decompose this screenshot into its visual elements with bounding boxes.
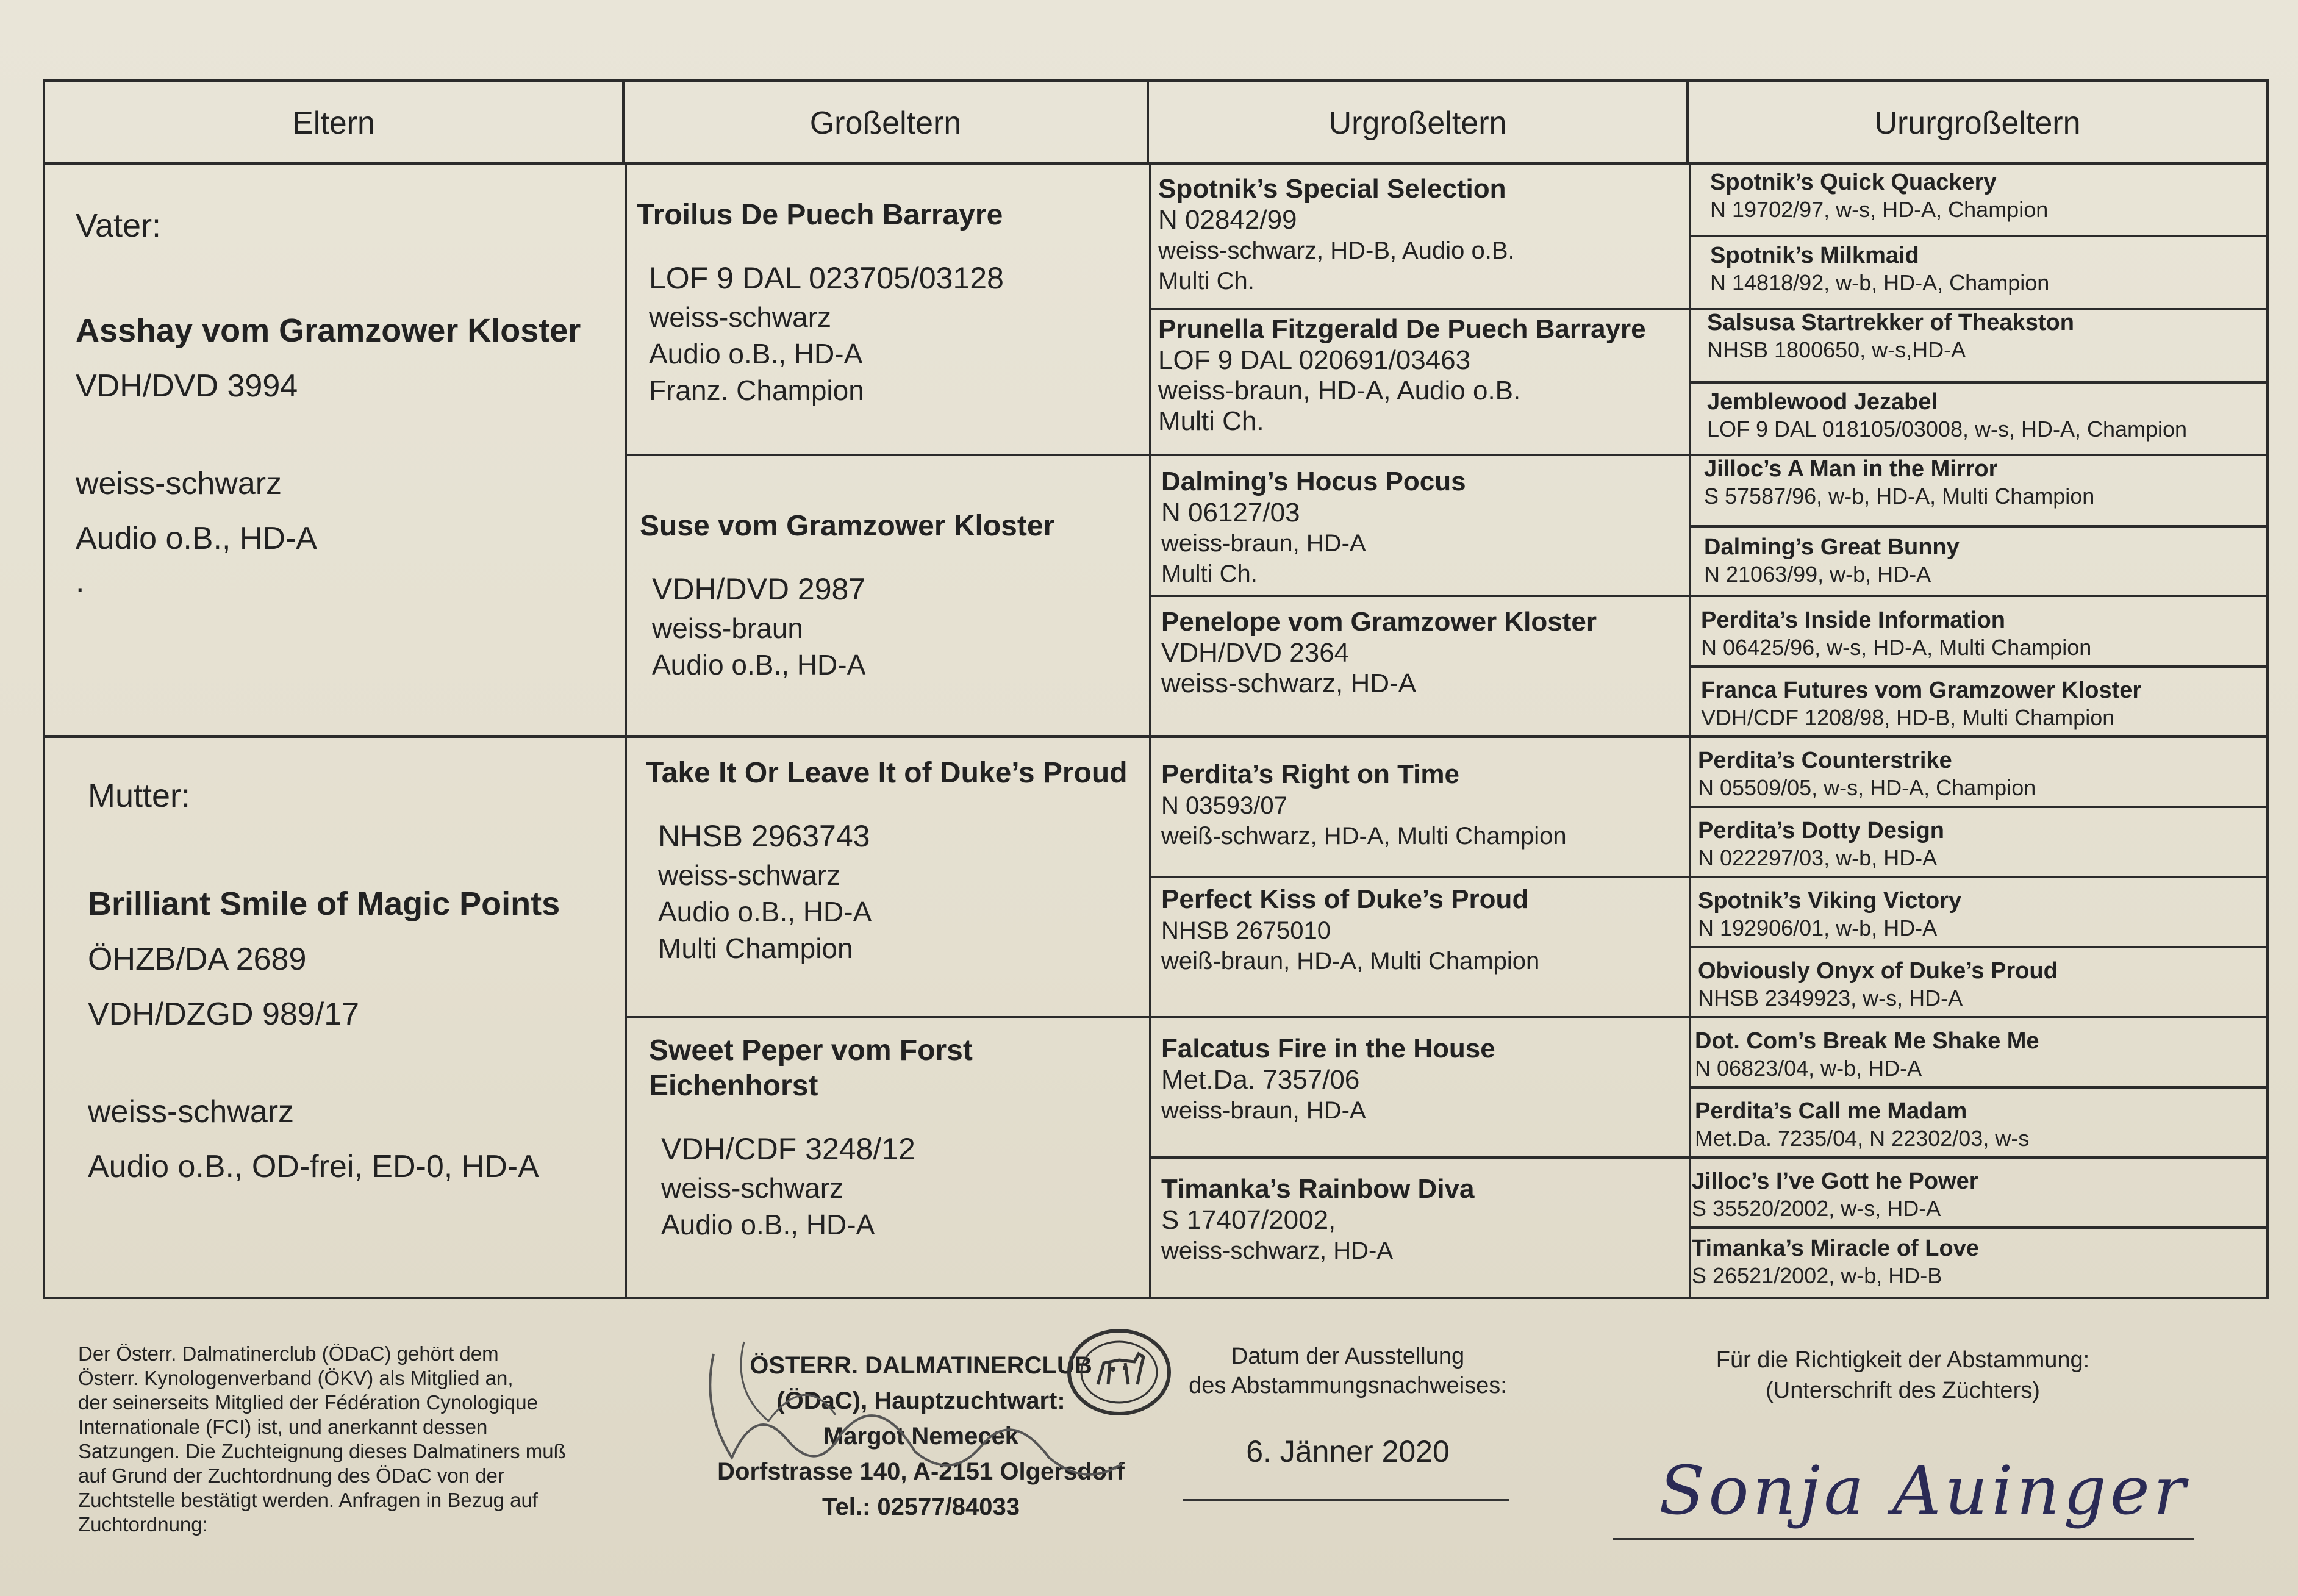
disclaimer-line: auf Grund der Zuchtordnung des ÖDaC von der bbox=[78, 1464, 504, 1487]
great-great-grandparent bbox=[1698, 887, 2259, 942]
grandparent-line: Audio o.B., HD-A bbox=[649, 338, 863, 370]
great-grandparent-line: N 02842/99 bbox=[1158, 205, 1297, 235]
issue-date: 6. Jänner 2020 bbox=[1246, 1434, 1450, 1469]
stamp-line: Margot Nemecek bbox=[823, 1423, 1019, 1450]
gggp-name: Perdita’s Counterstrike bbox=[1698, 748, 1952, 773]
great-grandparent-line: S 17407/2002, bbox=[1161, 1205, 1336, 1235]
header-eltern: Eltern bbox=[45, 82, 625, 164]
gggp-name: Spotnik’s Viking Victory bbox=[1698, 888, 1962, 914]
gggp-name: Franca Futures vom Gramzower Kloster bbox=[1701, 678, 2142, 703]
disclaimer-line: Zuchtstelle bestätigt werden. Anfragen in Bezug auf bbox=[78, 1489, 538, 1511]
grandparent-name: Sweet Peper vom Forst Eichenhorst bbox=[649, 1034, 973, 1102]
great-great-grandparent bbox=[1701, 606, 2256, 661]
grandparent-line: Franz. Champion bbox=[649, 374, 864, 406]
gggp-divider-7 bbox=[1689, 1086, 2266, 1089]
gggp-name: Obviously Onyx of Duke’s Proud bbox=[1698, 958, 2058, 984]
ggp-divider-2 bbox=[1149, 595, 2266, 597]
great-grandparent-line: weiss-schwarz, HD-A bbox=[1161, 1237, 1394, 1264]
grandparent-name: Suse vom Gramzower Kloster bbox=[640, 510, 1055, 542]
great-grandparent-line: Met.Da. 7357/06 bbox=[1161, 1065, 1360, 1095]
mother-reg2: VDH/DZGD 989/17 bbox=[88, 997, 360, 1032]
grandparent-line: Audio o.B., HD-A bbox=[661, 1209, 875, 1240]
great-great-grandparent bbox=[1698, 957, 2259, 1012]
great-grandparent-name: Falcatus Fire in the House bbox=[1161, 1034, 1495, 1064]
disclaimer-line: Internationale (FCI) ist, und anerkannt dessen bbox=[78, 1415, 488, 1438]
date-underline bbox=[1183, 1499, 1509, 1501]
grandparent-line: Audio o.B., HD-A bbox=[652, 649, 866, 681]
gggp-divider-6 bbox=[1689, 946, 2266, 948]
gggp-name: Dot. Com’s Break Me Shake Me bbox=[1695, 1028, 2039, 1054]
issue-date-block bbox=[1159, 1342, 1537, 1469]
gggp-info: N 19702/97, w-s, HD-A, Champion bbox=[1710, 197, 2049, 222]
great-great-grandparent bbox=[1707, 388, 2262, 443]
gggp-name: Jilloc’s I’ve Gott he Power bbox=[1692, 1168, 1978, 1194]
great-grandparent-line: weiss-braun, HD-A, Audio o.B. bbox=[1158, 376, 1521, 406]
great-grandparent-2 bbox=[1158, 313, 1683, 437]
great-grandparent-6 bbox=[1161, 884, 1686, 976]
mother-health: Audio o.B., OD-frei, ED-0, HD-A bbox=[88, 1149, 539, 1184]
gggp-name: Spotnik’s Quick Quackery bbox=[1710, 170, 1997, 195]
great-grandparent-5 bbox=[1161, 759, 1686, 851]
ggp-divider-3 bbox=[1149, 876, 2266, 878]
gggp-name: Jilloc’s A Man in the Mirror bbox=[1704, 456, 1998, 482]
gggp-name: Salsusa Startrekker of Theakston bbox=[1707, 310, 2074, 335]
father-reg: VDH/DVD 3994 bbox=[76, 368, 298, 404]
grandparent-2 bbox=[640, 509, 1140, 683]
mother-label: Mutter: bbox=[88, 778, 191, 814]
header-grosseltern: Großeltern bbox=[625, 82, 1149, 164]
club-disclaimer bbox=[78, 1342, 627, 1537]
great-grandparent-7 bbox=[1161, 1033, 1686, 1126]
great-grandparent-8 bbox=[1161, 1173, 1686, 1266]
great-grandparent-name: Perdita’s Right on Time bbox=[1161, 759, 1459, 789]
great-grandparent-3 bbox=[1161, 466, 1686, 589]
great-great-grandparent bbox=[1692, 1167, 2253, 1222]
gggp-name: Perdita’s Inside Information bbox=[1701, 607, 2006, 633]
gggp-divider-5 bbox=[1689, 806, 2266, 808]
gggp-info: Met.Da. 7235/04, N 22302/03, w-s bbox=[1695, 1126, 2030, 1151]
grandparent-line: weiss-schwarz bbox=[661, 1172, 844, 1204]
stamp-line: Tel.: 02577/84033 bbox=[822, 1494, 1020, 1520]
grandparent-reg: VDH/DVD 2987 bbox=[652, 572, 866, 606]
mother-block bbox=[88, 777, 618, 1185]
gggp-info: LOF 9 DAL 018105/03008, w-s, HD-A, Champion bbox=[1707, 417, 2188, 442]
great-great-grandparent bbox=[1695, 1027, 2256, 1082]
grandparent-reg: LOF 9 DAL 023705/03128 bbox=[649, 261, 1004, 295]
disclaimer-line: Satzungen. Die Zuchteignung dieses Dalmatiners muß bbox=[78, 1440, 566, 1462]
great-great-grandparent bbox=[1695, 1097, 2256, 1152]
great-grandparent-name: Spotnik’s Special Selection bbox=[1158, 174, 1506, 204]
great-grandparent-line: weiß-schwarz, HD-A, Multi Champion bbox=[1161, 823, 1567, 850]
great-grandparent-name: Penelope vom Gramzower Kloster bbox=[1161, 607, 1597, 637]
gggp-divider-2 bbox=[1689, 381, 2266, 384]
gggp-divider-3 bbox=[1689, 525, 2266, 528]
great-grandparent-name: Perfect Kiss of Duke’s Proud bbox=[1161, 884, 1529, 914]
date-label: des Abstammungsnachweises: bbox=[1189, 1373, 1507, 1398]
stamp-line: Dorfstrasse 140, A-2151 Olgersdorf bbox=[717, 1458, 1125, 1485]
header-ururgrosseltern: Ururgroßeltern bbox=[1874, 105, 2081, 141]
gggp-divider-1 bbox=[1689, 235, 2266, 237]
great-grandparent-line: NHSB 2675010 bbox=[1161, 917, 1331, 944]
grandparent-line: weiss-schwarz bbox=[649, 301, 832, 333]
gggp-divider-8 bbox=[1689, 1226, 2266, 1229]
stamp-line: (ÖDaC), Hauptzuchtwart: bbox=[776, 1387, 1065, 1414]
grandparent-line: Multi Champion bbox=[658, 932, 853, 964]
breeder-confirmation bbox=[1659, 1345, 2147, 1406]
gggp-info: N 05509/05, w-s, HD-A, Champion bbox=[1698, 775, 2036, 800]
col-divider-2 bbox=[1149, 162, 1151, 1297]
great-grandparent-line: Multi Ch. bbox=[1158, 406, 1264, 436]
gggp-info: N 14818/92, w-b, HD-A, Champion bbox=[1710, 270, 2050, 295]
gggp-info: S 35520/2002, w-s, HD-A bbox=[1692, 1196, 1941, 1221]
great-great-grandparent bbox=[1710, 168, 2259, 223]
pedigree-table bbox=[43, 79, 2269, 1299]
gggp-name: Jemblewood Jezabel bbox=[1707, 389, 1938, 415]
grandparent-3 bbox=[646, 756, 1134, 967]
gggp-info: NHSB 2349923, w-s, HD-A bbox=[1698, 986, 1963, 1011]
gggp-name: Timanka’s Miracle of Love bbox=[1692, 1236, 1979, 1261]
breeder-label: (Unterschrift des Züchters) bbox=[1766, 1378, 2040, 1403]
disclaimer-line: Der Österr. Dalmatinerclub (ÖDaC) gehört dem bbox=[78, 1342, 499, 1365]
gp-divider-2 bbox=[625, 1016, 2266, 1018]
grandparent-4 bbox=[649, 1033, 1137, 1243]
gggp-info: VDH/CDF 1208/98, HD-B, Multi Champion bbox=[1701, 705, 2115, 730]
grandparent-reg: VDH/CDF 3248/12 bbox=[661, 1132, 915, 1166]
great-grandparent-1 bbox=[1158, 173, 1683, 296]
mother-color: weiss-schwarz bbox=[88, 1094, 295, 1129]
col-divider-3 bbox=[1689, 162, 1691, 1297]
gggp-divider-4 bbox=[1689, 665, 2266, 668]
great-grandparent-name: Dalming’s Hocus Pocus bbox=[1161, 467, 1466, 496]
grandparent-line: weiss-braun bbox=[652, 612, 803, 644]
great-grandparent-line: Multi Ch. bbox=[1158, 268, 1255, 295]
stamp-line: ÖSTERR. DALMATINERCLUB bbox=[750, 1352, 1092, 1379]
club-signature-scribble bbox=[695, 1317, 1159, 1500]
great-grandparent-line: weiss-braun, HD-A bbox=[1161, 1097, 1366, 1124]
parent-divider bbox=[45, 735, 2266, 738]
great-grandparent-name: Timanka’s Rainbow Diva bbox=[1161, 1174, 1475, 1204]
father-color: weiss-schwarz bbox=[76, 466, 282, 501]
gggp-info: NHSB 1800650, w-s,HD-A bbox=[1707, 337, 1966, 362]
mother-reg1: ÖHZB/DA 2689 bbox=[88, 942, 307, 977]
great-grandparent-line: Multi Ch. bbox=[1161, 560, 1258, 587]
gggp-info: N 06425/96, w-s, HD-A, Multi Champion bbox=[1701, 635, 2092, 660]
great-great-grandparent bbox=[1698, 817, 2259, 871]
date-label: Datum der Ausstellung bbox=[1231, 1344, 1465, 1369]
father-health: Audio o.B., HD-A bbox=[76, 521, 317, 556]
breeder-signature: Sonja Auinger bbox=[1659, 1451, 2189, 1530]
great-grandparent-line: weiss-schwarz, HD-A bbox=[1161, 668, 1417, 698]
disclaimer-line: Zuchtordnung: bbox=[78, 1513, 208, 1536]
gggp-info: N 21063/99, w-b, HD-A bbox=[1704, 562, 1931, 587]
gggp-info: S 26521/2002, w-b, HD-B bbox=[1692, 1263, 1942, 1288]
father-label: Vater: bbox=[76, 207, 162, 244]
disclaimer-line: Österr. Kynologenverband (ÖKV) als Mitglied an, bbox=[78, 1367, 514, 1389]
great-grandparent-line: N 06127/03 bbox=[1161, 498, 1300, 528]
gggp-info: N 022297/03, w-b, HD-A bbox=[1698, 845, 1938, 870]
grandparent-line: Audio o.B., HD-A bbox=[658, 896, 872, 928]
great-grandparent-4 bbox=[1161, 606, 1686, 699]
mother-name: Brilliant Smile of Magic Points bbox=[88, 886, 560, 922]
col-divider-1 bbox=[625, 162, 627, 1297]
gggp-name: Dalming’s Great Bunny bbox=[1704, 534, 1960, 560]
gggp-info: N 06823/04, w-b, HD-A bbox=[1695, 1056, 1922, 1081]
father-block bbox=[76, 207, 612, 599]
great-great-grandparent bbox=[1692, 1234, 2253, 1289]
gggp-name: Spotnik’s Milkmaid bbox=[1710, 243, 1919, 268]
grandparent-reg: NHSB 2963743 bbox=[658, 819, 870, 853]
ggp-divider-4 bbox=[1149, 1156, 2266, 1159]
great-grandparent-line: weiss-braun, HD-A bbox=[1161, 530, 1366, 557]
great-grandparent-line: VDH/DVD 2364 bbox=[1161, 638, 1350, 668]
father-name: Asshay vom Gramzower Kloster bbox=[76, 312, 581, 349]
grandparent-name: Troilus De Puech Barrayre bbox=[637, 199, 1003, 231]
gggp-name: Perdita’s Dotty Design bbox=[1698, 818, 1945, 843]
great-grandparent-name: Prunella Fitzgerald De Puech Barrayre bbox=[1158, 314, 1646, 344]
grandparent-name: Take It Or Leave It of Duke’s Proud bbox=[646, 757, 1128, 789]
great-great-grandparent bbox=[1710, 242, 2259, 296]
great-grandparent-line: weiß-braun, HD-A, Multi Champion bbox=[1161, 948, 1540, 975]
great-great-grandparent bbox=[1698, 746, 2259, 801]
great-great-grandparent bbox=[1701, 676, 2262, 731]
grandparent-1 bbox=[637, 198, 1137, 409]
great-great-grandparent bbox=[1707, 309, 2256, 363]
great-great-grandparent bbox=[1704, 533, 2259, 588]
great-grandparent-line: weiss-schwarz, HD-B, Audio o.B. bbox=[1158, 237, 1515, 264]
signature-line bbox=[1613, 1538, 2194, 1540]
great-grandparent-line: LOF 9 DAL 020691/03463 bbox=[1158, 345, 1471, 375]
gggp-name: Perdita’s Call me Madam bbox=[1695, 1098, 1967, 1124]
grandparent-line: weiss-schwarz bbox=[658, 859, 841, 891]
great-great-grandparent bbox=[1704, 455, 2259, 510]
gggp-info: N 192906/01, w-b, HD-A bbox=[1698, 915, 1938, 940]
disclaimer-line: der seinerseits Mitglied der Fédération Cynologique bbox=[78, 1391, 538, 1414]
header-divider bbox=[45, 162, 2266, 165]
gggp-info: S 57587/96, w-b, HD-A, Multi Champion bbox=[1704, 484, 2095, 509]
header-urgrosseltern: Urgroßeltern bbox=[1149, 82, 1689, 164]
great-grandparent-line: N 03593/07 bbox=[1161, 792, 1287, 819]
breeder-label: Für die Richtigkeit der Abstammung: bbox=[1716, 1347, 2090, 1373]
father-dot: . bbox=[76, 564, 85, 599]
